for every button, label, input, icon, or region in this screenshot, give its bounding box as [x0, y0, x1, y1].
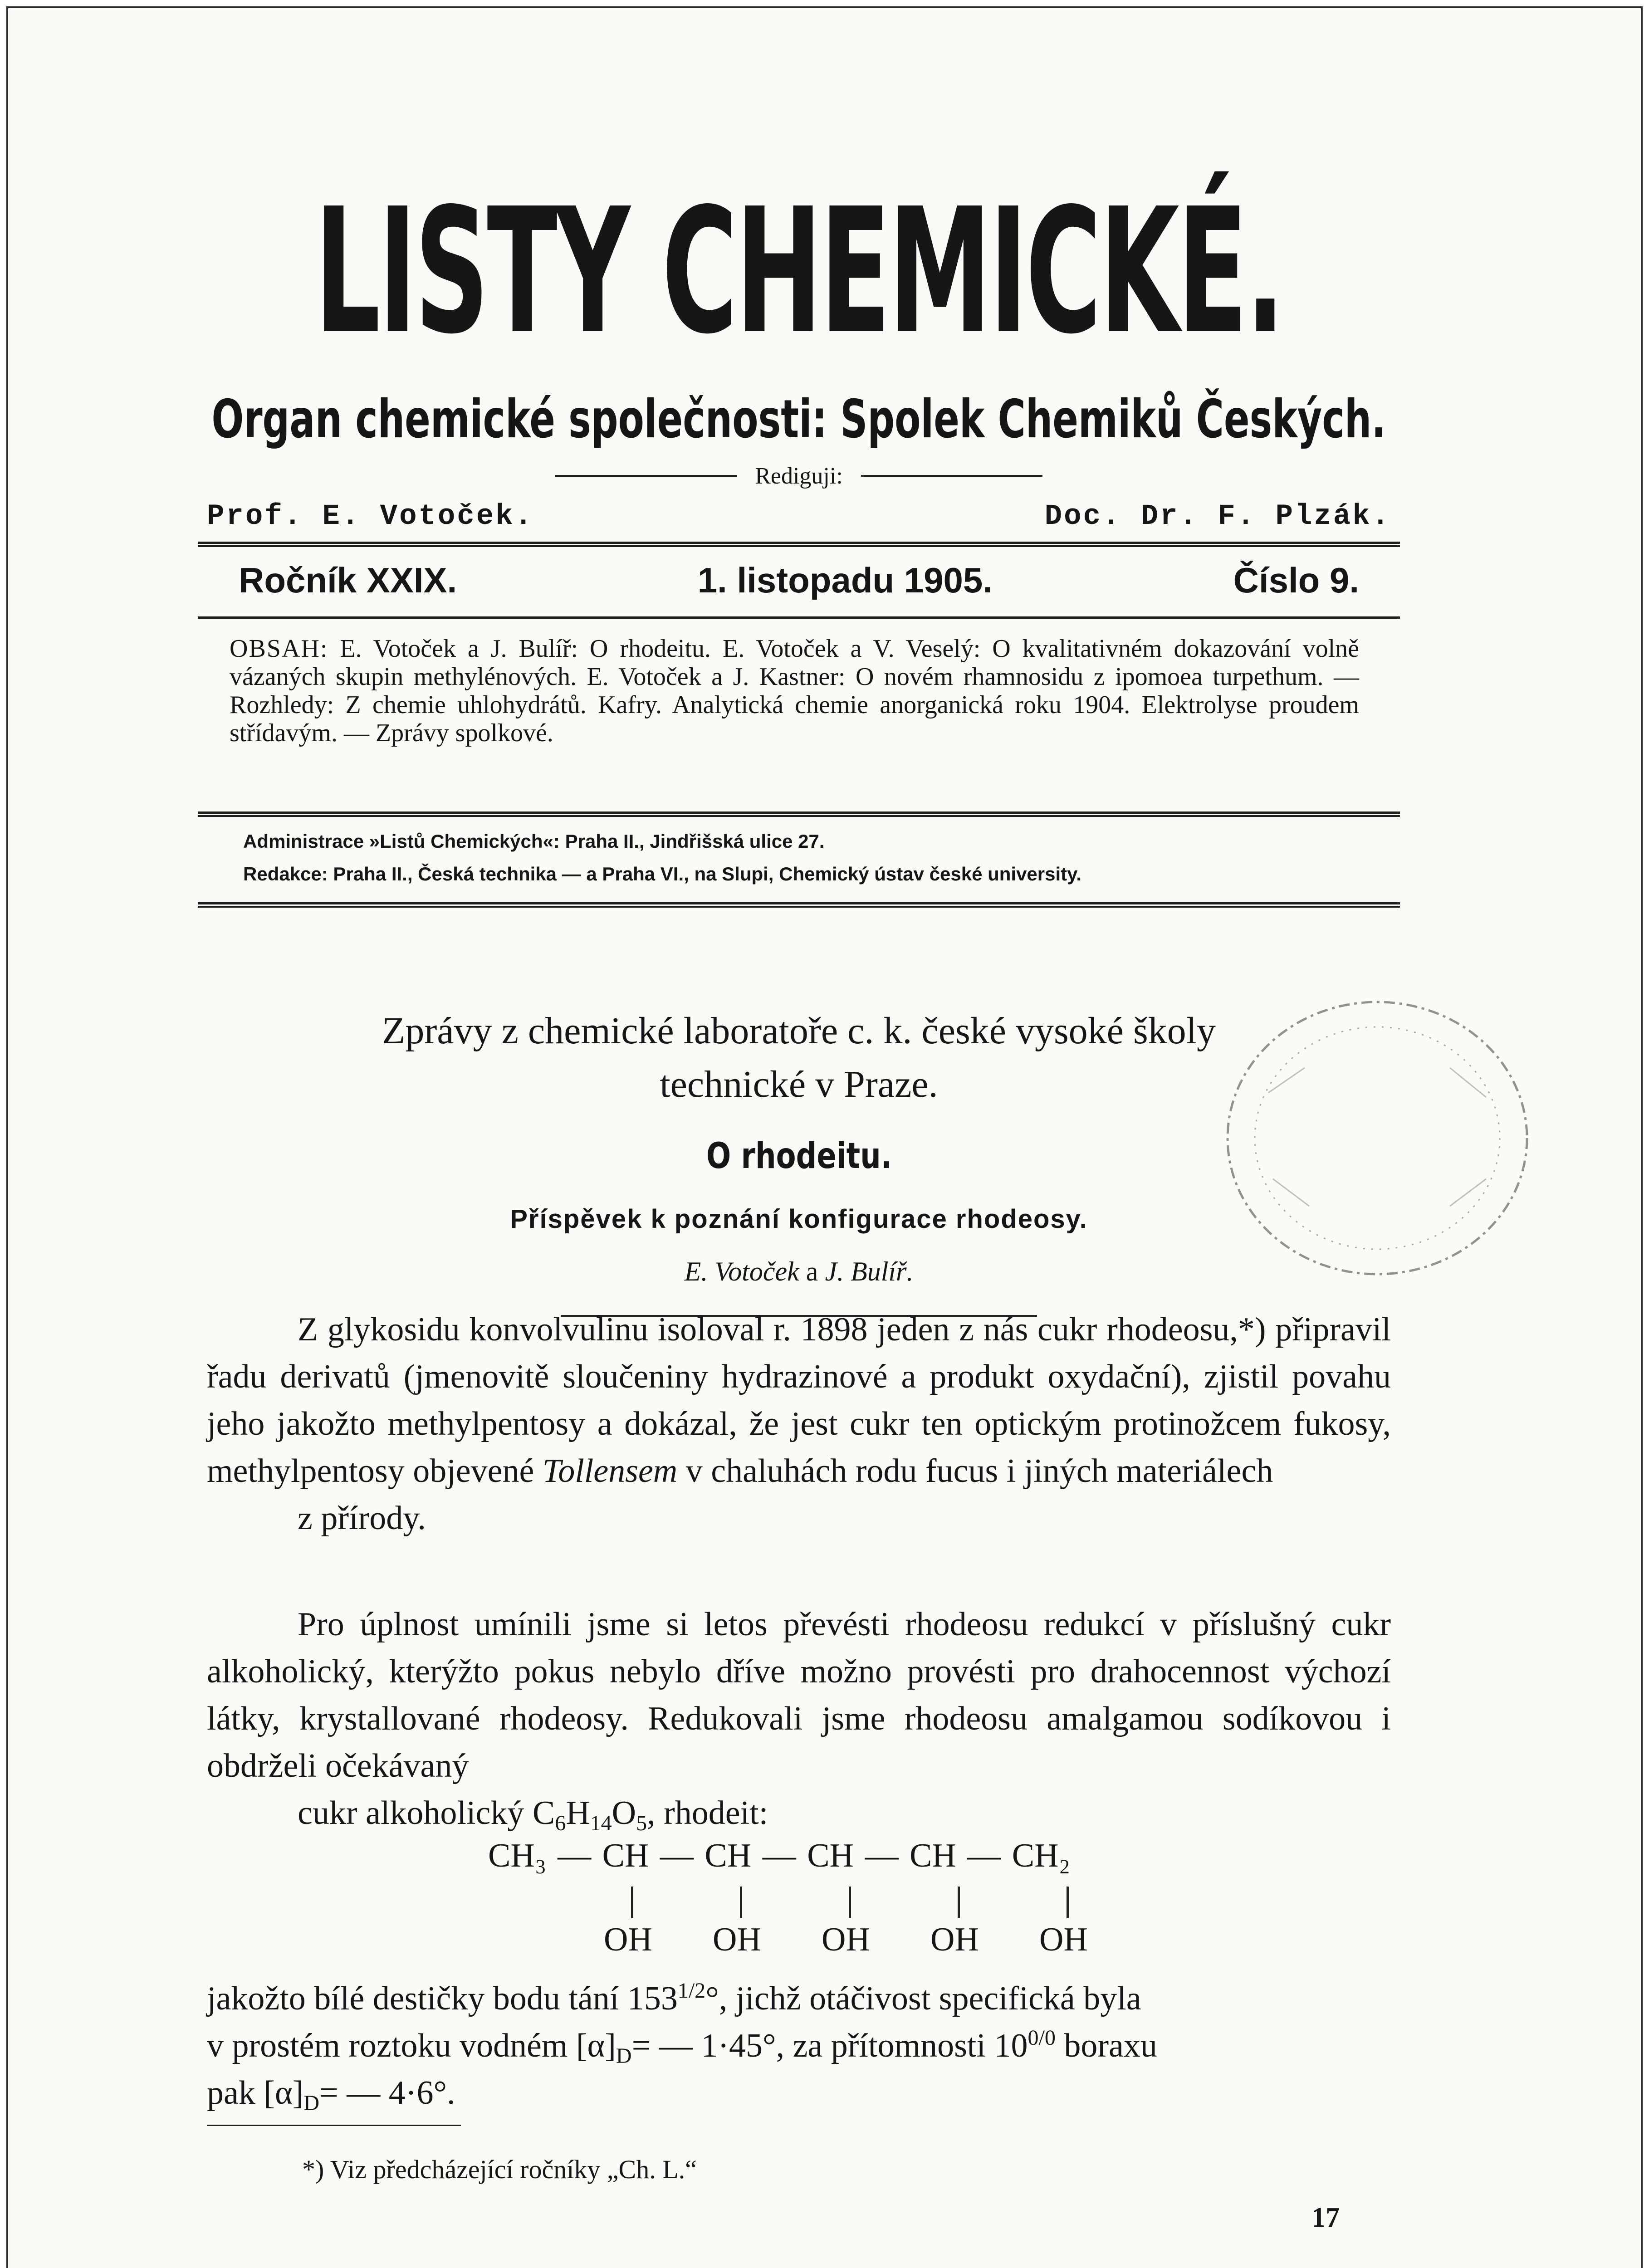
- divider: [555, 475, 737, 477]
- divider: [198, 542, 1400, 547]
- article-heading-line-2: technické v Praze.: [660, 1063, 938, 1105]
- paragraph-2-text: Pro úplnost umínili jsme si letos převésti rhodeosu redukcí v příslušný cukr alkoholický, kterýžto pokus nebylo dříve možno provésti pro drahocennost výchozí látky, krystallované rhodeosy. Redukovali jsme rhodeosu amalgamou sodíkovou i obdrželi očekávaný: [207, 1606, 1391, 1784]
- subscript: D: [303, 2091, 320, 2115]
- text-run: jakožto bílé destičky bodu tání 153: [207, 1980, 678, 2017]
- divider: [198, 811, 1400, 817]
- paragraph-3-line-2: [207, 2022, 1391, 2069]
- subscript: 14: [590, 1811, 612, 1835]
- author-1: E. Votoček: [684, 1256, 799, 1286]
- library-stamp: [1214, 988, 1541, 1288]
- paragraph-1-last-line: z přírody.: [298, 1500, 426, 1537]
- structural-formula: [488, 1837, 1259, 1973]
- formula-tail: , rhodeit:: [647, 1794, 768, 1832]
- fraction: 1/2: [677, 1979, 706, 2003]
- formula-hydroxyl: OH: [1039, 1921, 1088, 1958]
- paragraph-2: [207, 1601, 1391, 1837]
- formula-hydroxyl: OH: [604, 1921, 652, 1958]
- formula-hydroxyl: OH: [822, 1921, 870, 1958]
- text-run: boraxu: [1055, 2027, 1157, 2064]
- element-symbol: O: [612, 1794, 636, 1832]
- formula-bond: [631, 1887, 633, 1918]
- editors-label: Rediguji:: [755, 463, 843, 489]
- journal-title-text: LISTY CHEMICKÉ.: [314, 171, 1283, 372]
- text-run: v prostém roztoku vodném [α]: [207, 2027, 616, 2064]
- text-run: = — 4·6°.: [319, 2074, 455, 2112]
- formula-hydroxyl: OH: [930, 1921, 979, 1958]
- divider: [861, 475, 1042, 477]
- divider: [198, 902, 1400, 908]
- table-of-contents: [230, 635, 1359, 747]
- divider: [207, 2125, 461, 2126]
- text-run: °, jichž otáčivost specifická byla: [705, 1980, 1141, 2017]
- paragraph-1-name: Tollensem: [542, 1452, 678, 1490]
- element-symbol: H: [566, 1794, 590, 1832]
- author-conjunction: a: [806, 1256, 818, 1286]
- formula-lead: cukr alkoholický C: [298, 1794, 555, 1832]
- subscript: 6: [555, 1811, 566, 1835]
- article-subheading: Příspěvek k poznání konfigurace rhodeosy.: [510, 1204, 1088, 1234]
- article-subject-text: O rhodeitu.: [706, 1136, 892, 1177]
- organ-text: Organ chemické společnosti: Spolek Chemiků Českých.: [211, 388, 1386, 450]
- paragraph-1-text-b: v chaluhách rodu fucus i jiných materiálech: [685, 1452, 1273, 1490]
- organ-line: [207, 388, 1391, 450]
- article-heading-line-1: Zprávy z chemické laboratoře c. k. české vysoké školy: [382, 1010, 1216, 1052]
- author-2: J. Bulíř.: [825, 1256, 914, 1286]
- article-heading: [207, 1004, 1391, 1111]
- editor-left: Prof. E. Votoček.: [207, 500, 534, 533]
- paragraph-2-last-line: [207, 1789, 1391, 1837]
- administration-info: [243, 825, 1368, 890]
- contents-label: OBSAH:: [230, 635, 328, 663]
- issue-date: 1. listopadu 1905.: [697, 560, 993, 600]
- paragraph-1: [207, 1306, 1391, 1542]
- formula-hydroxyl: OH: [713, 1921, 761, 1958]
- admin-line-1: Administrace »Listů Chemických«: Praha II., Jindřišská ulice 27.: [243, 831, 825, 852]
- journal-page: [6, 6, 1643, 2268]
- footnote: *) Viz předcházející ročníky „Ch. L.“: [302, 2155, 697, 2184]
- volume: Ročník XXIX.: [239, 560, 457, 600]
- editors-label-row: [207, 460, 1391, 492]
- divider: [198, 616, 1400, 619]
- editors-row: [207, 496, 1391, 537]
- subscript: 5: [636, 1811, 647, 1835]
- formula-bond: [958, 1887, 960, 1918]
- percent-sign: 0/0: [1028, 2026, 1056, 2050]
- text-run: = — 1·45°, za přítomnosti 10: [631, 2027, 1028, 2064]
- article-subject: [207, 1136, 1391, 1177]
- admin-line-2: Redakce: Praha II., Česká technika — a Praha VI., na Slupi, Chemický ústav české university.: [243, 863, 1082, 885]
- paragraph-3-line-3: [207, 2069, 1391, 2116]
- editor-right: Doc. Dr. F. Plzák.: [1044, 500, 1391, 533]
- formula-chain: CH₃ — CH — CH — CH — CH — CH₂: [488, 1837, 1071, 1874]
- paragraph-1-text-a: Z glykosidu konvolvulinu isoloval r. 1898 jeden z nás cukr rhodeosu,*) připravil řadu derivatů (jmenovitě sloučeniny hydrazinové a produkt oxydační), zjistil povahu jeho jakožto methylpentosy a dokázal, že jest cukr ten optickým protinožcem fukosy, methylpentosy objevené: [207, 1311, 1391, 1490]
- subscript: D: [616, 2044, 632, 2068]
- formula-bond: [740, 1887, 742, 1918]
- issue-info: [239, 555, 1359, 605]
- issue-number: Číslo 9.: [1233, 560, 1359, 600]
- paragraph-3-line-1: [207, 1975, 1391, 2022]
- paragraph-3: [207, 1975, 1391, 2116]
- journal-title: [207, 171, 1391, 372]
- article-authors: [207, 1256, 1391, 1287]
- text-run: pak [α]: [207, 2074, 304, 2112]
- page-number: 17: [1311, 2202, 1340, 2233]
- contents-text: E. Votoček a J. Bulíř: O rhodeitu. E. Votoček a V. Veselý: O kvalitativném dokazování volně vázaných skupin methylénových. E. Votoček a J. Kastner: O novém rhamnosidu z ipomoea turpethum. — Rozhledy: Z chemie uhlohydrátů. Kafry. Analytická chemie anorganická roku 1904. Elektrolyse proudem střídavým. — Zprávy spolkové.: [230, 635, 1360, 747]
- formula-bond: [849, 1887, 851, 1918]
- formula-bond: [1067, 1887, 1069, 1918]
